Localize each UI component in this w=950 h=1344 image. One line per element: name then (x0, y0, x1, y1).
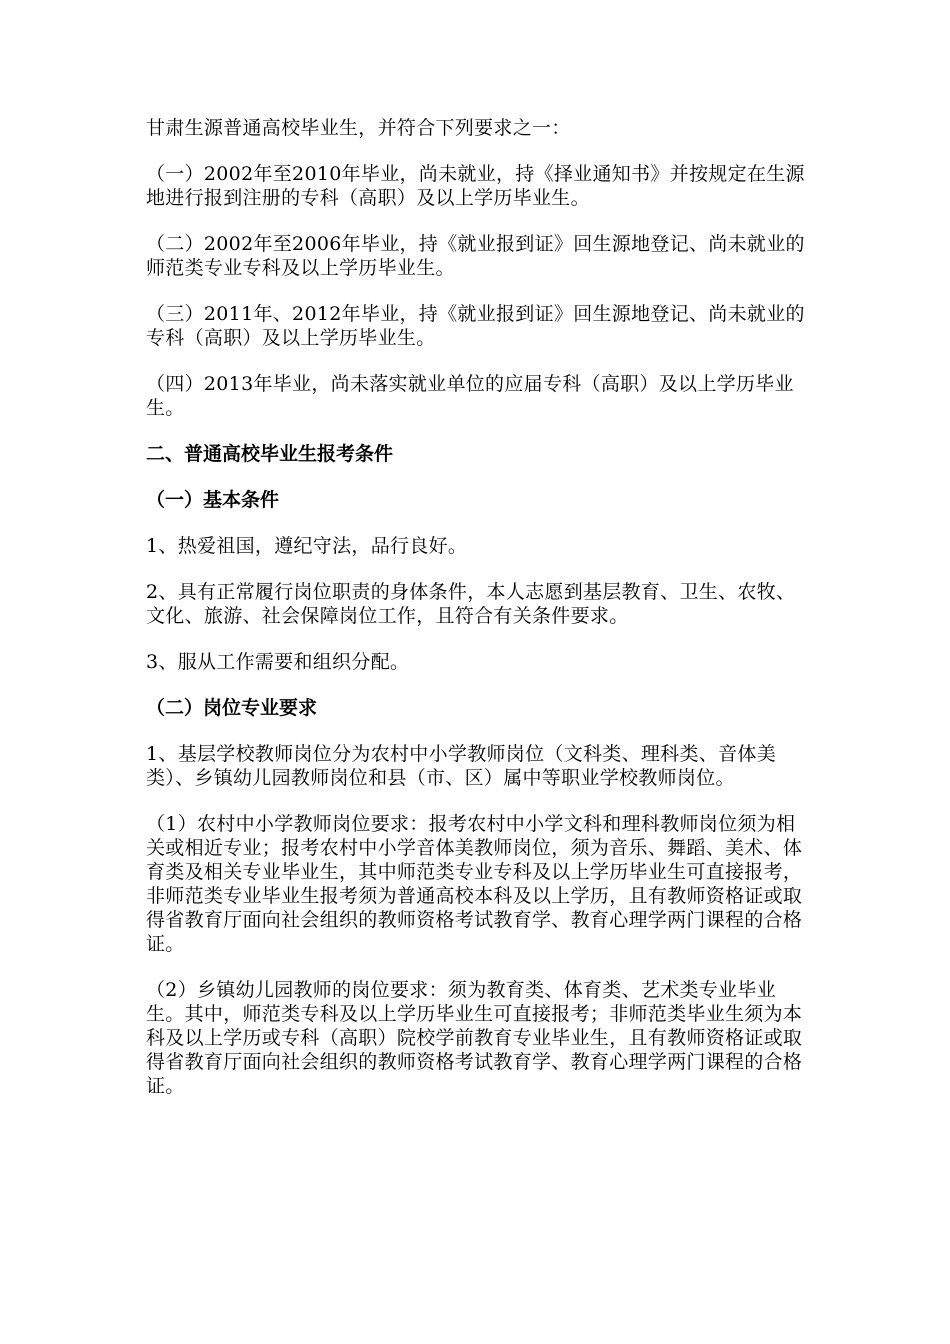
paragraph-item-1: （一）2002年至2010年毕业，尚未就业，持《择业通知书》并按规定在生源地进行报到注册的专科（高职）及以上学历毕业生。 (146, 163, 805, 209)
subsection-heading-basic: （一）基本条件 (146, 489, 280, 511)
paragraph-basic-3: 3、服从工作需要和组织分配。 (146, 651, 410, 673)
subsection-heading-major: （二）岗位专业要求 (146, 697, 318, 719)
paragraph-major-1-1: （1）农村中小学教师岗位要求：报考农村中小学文科和理科教师岗位须为相关或相近专业；报考农村中小学音体美教师岗位，须为音乐、舞蹈、美术、体育类及相关专业毕业生，其中师范类专业专科及以上学历毕业生可直接报考，非师范类专业毕业生报考须为普通高校本科及以上学历，且有教师资格证或取得省教育厅面向社会组织的教师资格考试教育学、教育心理学两门课程的合格证。 (146, 813, 803, 955)
paragraph-basic-1: 1、热爱祖国，遵纪守法，品行良好。 (146, 535, 468, 557)
paragraph-item-4: （四）2013年毕业，尚未落实就业单位的应届专科（高职）及以上学历毕业生。 (146, 373, 794, 419)
paragraph-item-3: （三）2011年、2012年毕业，持《就业报到证》回生源地登记、尚未就业的专科（高职）及以上学历毕业生。 (146, 303, 805, 349)
paragraph-eligibility-intro: 甘肃生源普通高校毕业生，并符合下列要求之一： (146, 117, 571, 139)
section-heading-2: 二、普通高校毕业生报考条件 (146, 443, 394, 465)
paragraph-major-1: 1、基层学校教师岗位分为农村中小学教师岗位（文科类、理科类、音体美类）、乡镇幼儿园教师岗位和县（市、区）属中等职业学校教师岗位。 (146, 743, 776, 789)
paragraph-item-2: （二）2002年至2006年毕业，持《就业报到证》回生源地登记、尚未就业的师范类专业专科及以上学历毕业生。 (146, 233, 805, 279)
document-page (146, 116, 806, 1098)
paragraph-basic-2: 2、具有正常履行岗位职责的身体条件，本人志愿到基层教育、卫生、农牧、文化、旅游、社会保障岗位工作，且符合有关条件要求。 (146, 581, 796, 627)
paragraph-major-1-2: （2）乡镇幼儿园教师的岗位要求：须为教育类、体育类、艺术类专业毕业生。其中，师范类专科及以上学历毕业生可直接报考；非师范类毕业生须为本科及以上学历或专科（高职）院校学前教育专业毕业生，且有教师资格证或取得省教育厅面向社会组织的教师资格考试教育学、教育心理学两门课程的合格证。 (146, 979, 803, 1097)
